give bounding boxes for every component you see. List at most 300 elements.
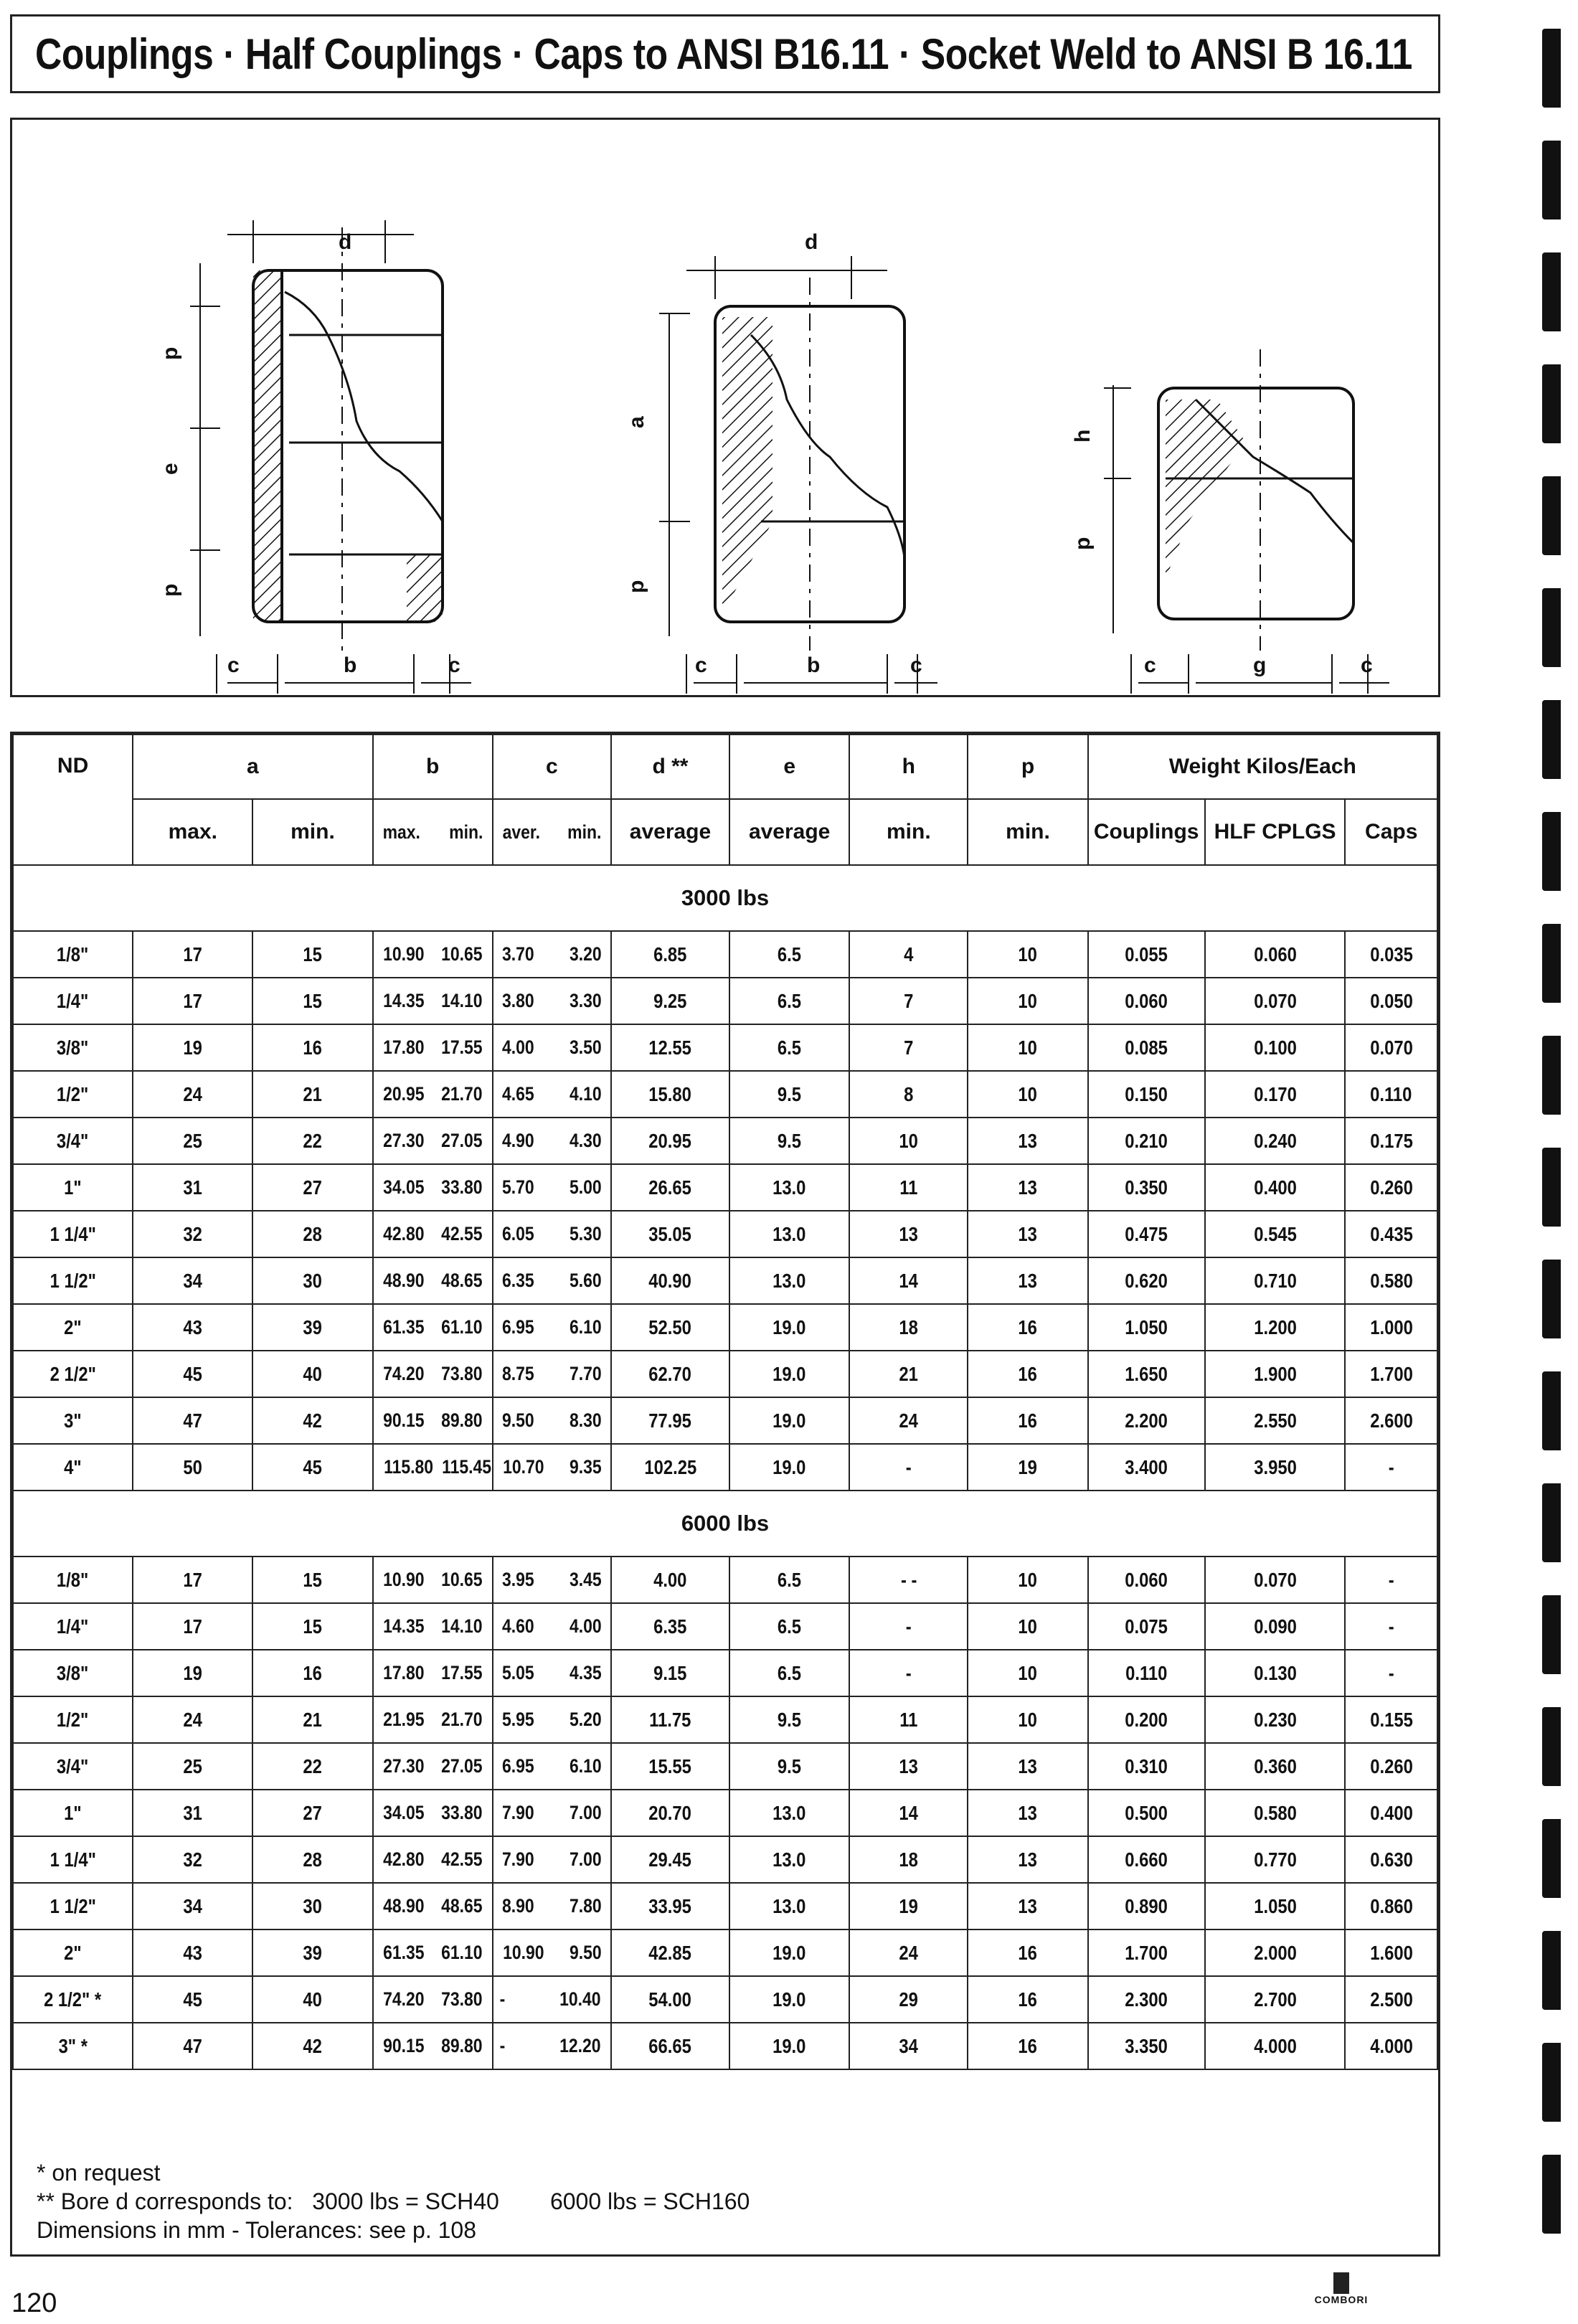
b-min: 10.65: [441, 1569, 483, 1590]
a-max-cell: [133, 1650, 252, 1696]
h-min: 14: [899, 1269, 919, 1292]
a-max-cell: [133, 1743, 252, 1790]
a-min: 42: [303, 2034, 323, 2057]
h-min-cell: [849, 1257, 968, 1304]
c-aver: -: [499, 2035, 506, 2056]
weight-couplings-cell: [1088, 1929, 1205, 1976]
nd-cell: [13, 1304, 133, 1351]
d-average: 52.50: [648, 1315, 692, 1338]
weight-hlf: 0.070: [1253, 1568, 1297, 1591]
weight-hlf: 0.230: [1253, 1708, 1297, 1731]
page-title: Couplings · Half Couplings · Caps to ANSI B16.11 · Socket Weld to ANSI B 16.11: [35, 29, 1412, 78]
a-max: 19: [183, 1661, 203, 1684]
c-aver: -: [499, 1988, 506, 2010]
a-max-cell: [133, 1976, 252, 2023]
weight-couplings-cell: [1088, 1071, 1205, 1118]
a-min-cell: [252, 1397, 372, 1444]
b-max-b-min-cell: [373, 1024, 493, 1071]
h-min-cell: [849, 978, 968, 1024]
nd: 1": [64, 1801, 82, 1824]
b-max: 42.80: [382, 1848, 425, 1870]
e-average: 6.5: [778, 989, 802, 1012]
weight-couplings-cell: [1088, 1257, 1205, 1304]
c-min: 5.60: [570, 1270, 602, 1291]
weight-couplings-cell: [1088, 931, 1205, 978]
half-coupling-drawing: [659, 256, 937, 694]
h-min: 11: [899, 1708, 918, 1731]
d-average-cell: [611, 1743, 729, 1790]
p-min: 19: [1018, 1455, 1038, 1478]
e-average: 9.5: [778, 1082, 802, 1105]
p-min: 13: [1018, 1848, 1038, 1871]
b-max-b-min-cell: [373, 1603, 493, 1650]
weight-caps-cell: [1345, 1164, 1437, 1211]
b-min: 17.55: [441, 1662, 483, 1683]
c-aver: 6.95: [501, 1316, 534, 1338]
c-min: 6.10: [570, 1755, 602, 1777]
a-max: 47: [183, 2034, 203, 2057]
header-h: h: [849, 734, 968, 799]
b-max-b-min-cell: [373, 1071, 493, 1118]
h-min: 29: [899, 1988, 919, 2011]
b-max-b-min-cell: [373, 1836, 493, 1883]
a-max-cell: [133, 978, 252, 1024]
e-average-cell: [729, 1351, 849, 1397]
p-min: 10: [1018, 989, 1038, 1012]
weight-couplings-cell: [1088, 1790, 1205, 1836]
table-row: [13, 1071, 1437, 1118]
a-min: 16: [303, 1036, 323, 1059]
weight-caps: -: [1388, 1568, 1394, 1591]
a-min-cell: [252, 1304, 372, 1351]
e-average-cell: [729, 1164, 849, 1211]
d-average: 40.90: [648, 1269, 692, 1292]
a-min: 42: [303, 1409, 323, 1432]
b-min: 33.80: [441, 1176, 483, 1198]
weight-hlf: 0.070: [1253, 989, 1297, 1012]
weight-couplings-cell: [1088, 1743, 1205, 1790]
p-min-cell: [968, 1351, 1087, 1397]
c-aver-c-min-cell: [493, 1211, 611, 1257]
weight-caps-cell: [1345, 1211, 1437, 1257]
nd: 1": [64, 1176, 82, 1199]
weight-hlf-cell: [1205, 1929, 1346, 1976]
e-average: 9.5: [778, 1708, 802, 1731]
svg-text:p: p: [1071, 537, 1095, 550]
e-average-cell: [729, 1557, 849, 1603]
a-max: 31: [183, 1801, 203, 1824]
fitting-diagrams: [12, 120, 1440, 696]
a-max: 24: [183, 1082, 203, 1105]
weight-caps-cell: [1345, 1118, 1437, 1164]
b-max: 10.90: [382, 1569, 425, 1590]
p-min: 10: [1018, 1615, 1038, 1638]
a-max-cell: [133, 1557, 252, 1603]
weight-caps-cell: [1345, 1650, 1437, 1696]
e-average-cell: [729, 1071, 849, 1118]
table-body: [13, 865, 1437, 2069]
svg-text:a: a: [625, 416, 648, 428]
svg-text:p: p: [625, 580, 648, 593]
p-min: 13: [1018, 1129, 1038, 1152]
header-p-min: min.: [968, 799, 1087, 865]
d-average-cell: [611, 1211, 729, 1257]
c-aver: 10.90: [502, 1942, 544, 1963]
svg-text:c: c: [1361, 653, 1373, 677]
header-c-aver: aver.: [502, 821, 540, 843]
a-min-cell: [252, 1444, 372, 1491]
a-max: 34: [183, 1269, 203, 1292]
c-aver-c-min-cell: [493, 1164, 611, 1211]
a-min-cell: [252, 1650, 372, 1696]
b-max-b-min-cell: [373, 1696, 493, 1743]
nd: 2": [64, 1941, 82, 1964]
nd: 2 1/2" *: [44, 1988, 102, 2011]
a-max: 34: [183, 1894, 203, 1917]
h-min: 14: [899, 1801, 919, 1824]
table-row: [13, 1211, 1437, 1257]
e-average: 6.5: [778, 1661, 802, 1684]
weight-hlf-cell: [1205, 1211, 1346, 1257]
b-max-b-min-cell: [373, 1557, 493, 1603]
b-min: 33.80: [441, 1802, 483, 1823]
a-max-cell: [133, 1883, 252, 1929]
c-min: 10.40: [559, 1988, 601, 2010]
b-max: 20.95: [382, 1083, 425, 1105]
b-min: 14.10: [441, 990, 483, 1011]
p-min-cell: [968, 1557, 1087, 1603]
c-min: 7.70: [570, 1363, 602, 1384]
c-min: 7.00: [570, 1802, 602, 1823]
h-min-cell: [849, 1557, 968, 1603]
b-max-b-min-cell: [373, 1211, 493, 1257]
a-max: 24: [183, 1708, 203, 1731]
d-average-cell: [611, 1397, 729, 1444]
h-min: 13: [899, 1222, 919, 1245]
a-max-cell: [133, 2023, 252, 2069]
weight-hlf-cell: [1205, 1696, 1346, 1743]
nd: 1/4": [57, 1615, 89, 1638]
header-row-2: [13, 799, 1437, 865]
header-weight-couplings: Couplings: [1088, 799, 1205, 865]
e-average: 19.0: [773, 1941, 806, 1964]
weight-couplings: 2.200: [1125, 1409, 1168, 1432]
c-aver: 9.50: [501, 1409, 534, 1431]
d-average-cell: [611, 1790, 729, 1836]
header-d-average: average: [611, 799, 729, 865]
b-min: 73.80: [441, 1363, 483, 1384]
e-average-cell: [729, 1118, 849, 1164]
weight-caps-cell: [1345, 1024, 1437, 1071]
b-min: 48.65: [441, 1895, 483, 1917]
p-min: 16: [1018, 1409, 1038, 1432]
e-average: 19.0: [773, 1409, 806, 1432]
b-max-b-min-cell: [373, 2023, 493, 2069]
weight-caps-cell: [1345, 1351, 1437, 1397]
weight-caps-cell: [1345, 1444, 1437, 1491]
b-max: 74.20: [382, 1363, 425, 1384]
d-average: 33.95: [648, 1894, 692, 1917]
weight-couplings: 0.055: [1125, 943, 1168, 965]
h-min: -: [905, 1661, 912, 1684]
a-min: 39: [303, 1941, 323, 1964]
h-min: 7: [904, 1036, 914, 1059]
a-min: 21: [303, 1082, 323, 1105]
a-min-cell: [252, 978, 372, 1024]
p-min: 16: [1018, 1941, 1038, 1964]
table-row: [13, 1397, 1437, 1444]
weight-hlf-cell: [1205, 978, 1346, 1024]
h-min: 18: [899, 1848, 919, 1871]
b-max: 21.95: [382, 1709, 425, 1730]
b-max: 42.80: [382, 1223, 425, 1244]
p-min-cell: [968, 978, 1087, 1024]
weight-hlf: 2.550: [1253, 1409, 1297, 1432]
nd: 1 1/2": [49, 1894, 96, 1917]
weight-hlf-cell: [1205, 1650, 1346, 1696]
h-min-cell: [849, 1836, 968, 1883]
h-min: 13: [899, 1754, 919, 1777]
c-min: 12.20: [559, 2035, 601, 2056]
publisher-logo: [1313, 2272, 1370, 2308]
weight-caps-cell: [1345, 978, 1437, 1024]
c-aver: 7.90: [501, 1802, 534, 1823]
d-average: 20.95: [648, 1129, 692, 1152]
weight-couplings-cell: [1088, 1976, 1205, 2023]
e-average: 13.0: [773, 1176, 806, 1199]
weight-hlf: 0.060: [1253, 943, 1297, 965]
nd: 1 1/2": [49, 1269, 96, 1292]
b-min: 27.05: [441, 1755, 483, 1777]
a-max: 17: [183, 1615, 203, 1638]
header-b-min: min.: [449, 821, 483, 843]
edge-tab: [1542, 364, 1561, 443]
c-aver-c-min-cell: [493, 1603, 611, 1650]
nd-cell: [13, 978, 133, 1024]
nd: 1 1/4": [49, 1848, 96, 1871]
weight-caps: 0.035: [1369, 943, 1413, 965]
c-min: 4.35: [570, 1662, 602, 1683]
c-aver: 6.05: [501, 1223, 534, 1244]
a-min: 15: [303, 989, 323, 1012]
p-min: 10: [1018, 1082, 1038, 1105]
edge-tab: [1542, 1371, 1561, 1450]
b-max: 17.80: [382, 1036, 425, 1058]
a-max: 17: [183, 943, 203, 965]
section-label: 6000 lbs: [13, 1491, 1437, 1557]
h-min-cell: [849, 1211, 968, 1257]
weight-hlf-cell: [1205, 1351, 1346, 1397]
a-max-cell: [133, 1118, 252, 1164]
weight-caps: 0.155: [1369, 1708, 1413, 1731]
b-max: 10.90: [382, 943, 425, 965]
e-average: 19.0: [773, 1988, 806, 2011]
p-min-cell: [968, 1304, 1087, 1351]
e-average-cell: [729, 1397, 849, 1444]
d-average: 6.85: [653, 943, 687, 965]
weight-caps-cell: [1345, 1304, 1437, 1351]
weight-couplings-cell: [1088, 1118, 1205, 1164]
weight-caps: 1.000: [1369, 1315, 1413, 1338]
c-aver: 8.75: [501, 1363, 534, 1384]
nd: 1/4": [57, 989, 89, 1012]
weight-couplings: 3.400: [1125, 1455, 1168, 1478]
edge-tab: [1542, 1931, 1561, 2010]
weight-hlf-cell: [1205, 2023, 1346, 2069]
b-max: 115.80: [383, 1456, 433, 1478]
e-average-cell: [729, 1696, 849, 1743]
h-min-cell: [849, 1743, 968, 1790]
c-aver-c-min-cell: [493, 1257, 611, 1304]
weight-caps-cell: [1345, 931, 1437, 978]
a-max: 17: [183, 989, 203, 1012]
weight-hlf: 0.545: [1253, 1222, 1297, 1245]
a-min-cell: [252, 1211, 372, 1257]
weight-couplings: 0.310: [1125, 1754, 1168, 1777]
p-min-cell: [968, 1164, 1087, 1211]
p-min: 13: [1018, 1801, 1038, 1824]
a-max: 31: [183, 1176, 203, 1199]
h-min: 4: [904, 943, 914, 965]
edge-tab: [1542, 1036, 1561, 1115]
e-average-cell: [729, 1650, 849, 1696]
p-min: 16: [1018, 1988, 1038, 2011]
nd: 3": [64, 1409, 82, 1432]
nd-cell: [13, 2023, 133, 2069]
weight-couplings: 3.350: [1125, 2034, 1168, 2057]
d-average-cell: [611, 1024, 729, 1071]
b-max: 14.35: [382, 1615, 425, 1637]
e-average-cell: [729, 931, 849, 978]
weight-couplings-cell: [1088, 1024, 1205, 1071]
edge-tab: [1542, 1483, 1561, 1562]
weight-caps: 2.500: [1369, 1988, 1413, 2011]
c-aver: 10.70: [502, 1456, 544, 1478]
h-min: - -: [900, 1568, 917, 1591]
c-aver-c-min-cell: [493, 1351, 611, 1397]
notes: [37, 2158, 750, 2244]
b-max: 90.15: [382, 1409, 425, 1431]
weight-caps-cell: [1345, 1696, 1437, 1743]
nd-cell: [13, 1743, 133, 1790]
p-min: 16: [1018, 1315, 1038, 1338]
e-average-cell: [729, 2023, 849, 2069]
nd-cell: [13, 1211, 133, 1257]
header-a-min: min.: [252, 799, 372, 865]
h-min: 8: [904, 1082, 914, 1105]
weight-hlf: 2.000: [1253, 1941, 1297, 1964]
svg-text:c: c: [695, 653, 707, 677]
weight-hlf-cell: [1205, 1397, 1346, 1444]
svg-text:c: c: [910, 653, 922, 677]
a-max: 25: [183, 1754, 203, 1777]
e-average-cell: [729, 1976, 849, 2023]
header-weight-hlf: HLF CPLGS: [1205, 799, 1346, 865]
p-min-cell: [968, 1790, 1087, 1836]
b-max-b-min-cell: [373, 1304, 493, 1351]
nd: 3/4": [57, 1754, 89, 1777]
weight-caps: 0.260: [1369, 1176, 1413, 1199]
svg-text:d: d: [805, 230, 818, 254]
p-min: 13: [1018, 1176, 1038, 1199]
p-min-cell: [968, 931, 1087, 978]
c-min: 3.30: [570, 990, 602, 1011]
weight-couplings: 2.300: [1125, 1988, 1168, 2011]
h-min: 18: [899, 1315, 919, 1338]
nd-cell: [13, 1883, 133, 1929]
a-max-cell: [133, 1836, 252, 1883]
nd-cell: [13, 1929, 133, 1976]
cap-drawing: [1104, 349, 1389, 694]
a-min-cell: [252, 1024, 372, 1071]
edge-tab: [1542, 141, 1561, 219]
a-min: 39: [303, 1315, 323, 1338]
p-min-cell: [968, 1211, 1087, 1257]
h-min-cell: [849, 1118, 968, 1164]
weight-caps: -: [1388, 1455, 1394, 1478]
d-average-cell: [611, 1071, 729, 1118]
b-max-b-min-cell: [373, 978, 493, 1024]
weight-hlf-cell: [1205, 1118, 1346, 1164]
c-aver-c-min-cell: [493, 1696, 611, 1743]
weight-caps: 0.260: [1369, 1754, 1413, 1777]
e-average: 6.5: [778, 1036, 802, 1059]
p-min-cell: [968, 1883, 1087, 1929]
table-row: [13, 2023, 1437, 2069]
e-average-cell: [729, 1743, 849, 1790]
b-max: 27.30: [382, 1130, 425, 1151]
weight-couplings-cell: [1088, 1650, 1205, 1696]
weight-hlf-cell: [1205, 1976, 1346, 2023]
weight-couplings: 1.700: [1125, 1941, 1168, 1964]
note-on-request: * on request: [37, 2160, 161, 2186]
nd-cell: [13, 1790, 133, 1836]
weight-couplings-cell: [1088, 1304, 1205, 1351]
h-min: 7: [904, 989, 914, 1012]
h-min-cell: [849, 1929, 968, 1976]
a-min-cell: [252, 1976, 372, 2023]
weight-caps: -: [1388, 1661, 1394, 1684]
a-min: 27: [303, 1801, 323, 1824]
b-max-b-min-cell: [373, 1650, 493, 1696]
weight-couplings: 1.050: [1125, 1315, 1168, 1338]
p-min-cell: [968, 1444, 1087, 1491]
weight-caps-cell: [1345, 1397, 1437, 1444]
d-average: 15.80: [648, 1082, 692, 1105]
b-max-b-min-cell: [373, 1743, 493, 1790]
p-min-cell: [968, 1929, 1087, 1976]
table-row: [13, 931, 1437, 978]
b-max-b-min-cell: [373, 1164, 493, 1211]
d-average: 20.70: [648, 1801, 692, 1824]
p-min-cell: [968, 1743, 1087, 1790]
c-min: 4.30: [570, 1130, 602, 1151]
table-row: [13, 1164, 1437, 1211]
nd-cell: [13, 931, 133, 978]
c-aver-c-min-cell: [493, 1071, 611, 1118]
c-min: 7.80: [570, 1895, 602, 1917]
b-max-b-min-cell: [373, 1397, 493, 1444]
weight-couplings: 0.350: [1125, 1176, 1168, 1199]
weight-couplings-cell: [1088, 1211, 1205, 1257]
a-max: 45: [183, 1988, 203, 2011]
nd: 3/8": [57, 1661, 89, 1684]
svg-text:c: c: [1144, 653, 1156, 677]
weight-caps-cell: [1345, 1071, 1437, 1118]
table-row: [13, 1257, 1437, 1304]
nd: 4": [64, 1455, 82, 1478]
c-min: 5.30: [570, 1223, 602, 1244]
